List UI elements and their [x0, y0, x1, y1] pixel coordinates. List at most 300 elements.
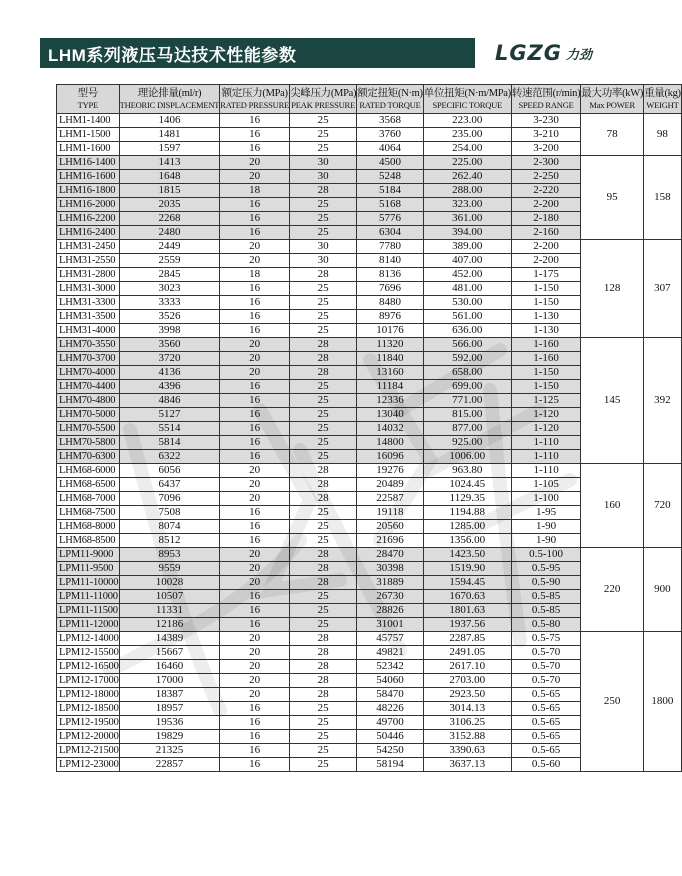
model-cell: LHM68-7500 — [57, 506, 120, 520]
table-cell: 28 — [290, 632, 357, 646]
table-cell: 9559 — [119, 562, 220, 576]
model-cell: LHM70-5000 — [57, 408, 120, 422]
table-cell: 6056 — [119, 464, 220, 478]
table-cell: 25 — [290, 506, 357, 520]
table-body — [57, 114, 682, 772]
table-cell: 22857 — [119, 758, 220, 772]
table-cell: 20 — [220, 366, 290, 380]
weight-cell: 158 — [644, 156, 682, 240]
table-cell: 2449 — [119, 240, 220, 254]
table-cell: 25 — [290, 744, 357, 758]
table-cell: 30 — [290, 254, 357, 268]
model-cell: LPM12-18500 — [57, 702, 120, 716]
column-header — [220, 85, 290, 114]
table-cell: 16 — [220, 758, 290, 772]
table-cell: 1-175 — [511, 268, 580, 282]
table-cell: 2-220 — [511, 184, 580, 198]
table-cell: 25 — [290, 716, 357, 730]
table-cell: 5248 — [357, 170, 424, 184]
model-cell: LHM70-4400 — [57, 380, 120, 394]
table-cell: 18 — [220, 268, 290, 282]
table-row — [57, 548, 682, 562]
weight-cell: 1800 — [644, 632, 682, 772]
column-header-zh: 额定扭矩(N·m) — [357, 88, 423, 99]
table-cell: 58470 — [357, 688, 424, 702]
column-header — [290, 85, 357, 114]
table-cell: 20 — [220, 170, 290, 184]
table-cell: 28 — [290, 548, 357, 562]
table-cell: 658.00 — [423, 366, 511, 380]
table-cell: 25 — [290, 394, 357, 408]
table-cell: 7096 — [119, 492, 220, 506]
table-cell: 530.00 — [423, 296, 511, 310]
column-header-zh: 最大功率(kW) — [581, 88, 644, 99]
model-cell: LPM12-14000 — [57, 632, 120, 646]
table-cell: 28 — [290, 478, 357, 492]
table-cell: 31001 — [357, 618, 424, 632]
table-cell: 13040 — [357, 408, 424, 422]
table-cell: 25 — [290, 324, 357, 338]
table-cell: 7780 — [357, 240, 424, 254]
column-header-zh: 理论排量(ml/r) — [137, 88, 202, 99]
table-row — [57, 338, 682, 352]
logo-subtext: 力劲 — [566, 47, 593, 63]
table-cell: 16 — [220, 142, 290, 156]
table-cell: 2268 — [119, 212, 220, 226]
table-cell: 394.00 — [423, 226, 511, 240]
table-cell: 5514 — [119, 422, 220, 436]
table-cell: 10507 — [119, 590, 220, 604]
table-cell: 1481 — [119, 128, 220, 142]
table-cell: 14389 — [119, 632, 220, 646]
table-cell: 0.5-60 — [511, 758, 580, 772]
table-cell: 3-210 — [511, 128, 580, 142]
table-cell: 20 — [220, 478, 290, 492]
column-header-zh: 额定压力(MPa) — [221, 88, 288, 99]
table-header-row — [57, 85, 682, 114]
model-cell: LHM31-4000 — [57, 324, 120, 338]
model-cell: LPM12-18000 — [57, 688, 120, 702]
table-cell: 3560 — [119, 338, 220, 352]
table-cell: 2-200 — [511, 240, 580, 254]
table-cell: 16 — [220, 730, 290, 744]
model-cell: LHM68-6500 — [57, 478, 120, 492]
model-cell: LHM68-6000 — [57, 464, 120, 478]
model-cell: LPM11-12000 — [57, 618, 120, 632]
table-cell: 5814 — [119, 436, 220, 450]
table-cell: 18387 — [119, 688, 220, 702]
table-cell: 20 — [220, 240, 290, 254]
table-cell: 481.00 — [423, 282, 511, 296]
table-cell: 2-200 — [511, 254, 580, 268]
table-cell: 16 — [220, 212, 290, 226]
table-cell: 25 — [290, 380, 357, 394]
column-header-zh: 尖峰压力(MPa) — [290, 88, 357, 99]
table-row — [57, 632, 682, 646]
table-cell: 288.00 — [423, 184, 511, 198]
table-cell: 0.5-85 — [511, 604, 580, 618]
table-cell: 0.5-70 — [511, 660, 580, 674]
model-cell: LHM70-6300 — [57, 450, 120, 464]
table-cell: 4064 — [357, 142, 424, 156]
table-cell: 2287.85 — [423, 632, 511, 646]
table-cell: 877.00 — [423, 422, 511, 436]
table-cell: 3-200 — [511, 142, 580, 156]
table-cell: 7696 — [357, 282, 424, 296]
table-cell: 0.5-65 — [511, 716, 580, 730]
column-header-en: RATED TORQUE — [359, 100, 421, 110]
table-cell: 361.00 — [423, 212, 511, 226]
table-cell: 6322 — [119, 450, 220, 464]
max-power-cell: 128 — [581, 240, 644, 338]
table-cell: 19276 — [357, 464, 424, 478]
table-cell: 15667 — [119, 646, 220, 660]
table-cell: 1-120 — [511, 422, 580, 436]
table-cell: 1-150 — [511, 296, 580, 310]
table-cell: 1-120 — [511, 408, 580, 422]
model-cell: LHM68-8500 — [57, 534, 120, 548]
table-row — [57, 240, 682, 254]
model-cell: LPM11-9500 — [57, 562, 120, 576]
table-cell: 16 — [220, 282, 290, 296]
column-header — [511, 85, 580, 114]
table-cell: 20 — [220, 562, 290, 576]
table-cell: 16 — [220, 520, 290, 534]
table-cell: 7508 — [119, 506, 220, 520]
table-cell: 16 — [220, 702, 290, 716]
table-cell: 963.80 — [423, 464, 511, 478]
table-cell: 12336 — [357, 394, 424, 408]
table-cell: 2-180 — [511, 212, 580, 226]
model-cell: LPM12-17000 — [57, 674, 120, 688]
table-cell: 16 — [220, 310, 290, 324]
table-cell: 28 — [290, 268, 357, 282]
table-cell: 25 — [290, 128, 357, 142]
model-cell: LHM31-2550 — [57, 254, 120, 268]
column-header — [57, 85, 120, 114]
table-cell: 1356.00 — [423, 534, 511, 548]
model-cell: LHM16-1600 — [57, 170, 120, 184]
table-cell: 1-105 — [511, 478, 580, 492]
table-cell: 1-95 — [511, 506, 580, 520]
table-cell: 30 — [290, 240, 357, 254]
table-cell: 19829 — [119, 730, 220, 744]
table-cell: 17000 — [119, 674, 220, 688]
table-cell: 45757 — [357, 632, 424, 646]
model-cell: LHM68-8000 — [57, 520, 120, 534]
table-cell: 16096 — [357, 450, 424, 464]
column-header-en: SPEED RANGE — [518, 100, 574, 110]
table-cell: 1413 — [119, 156, 220, 170]
column-header-zh: 转速范围(r/min) — [511, 88, 581, 99]
table-cell: 25 — [290, 296, 357, 310]
table-cell: 20489 — [357, 478, 424, 492]
table-cell: 1648 — [119, 170, 220, 184]
table-cell: 11331 — [119, 604, 220, 618]
weight-cell: 900 — [644, 548, 682, 632]
column-header-zh: 单位扭矩(N·m/MPa) — [423, 88, 511, 99]
table-cell: 0.5-80 — [511, 618, 580, 632]
column-header-zh: 型号 — [77, 88, 99, 99]
table-cell: 407.00 — [423, 254, 511, 268]
table-cell: 49700 — [357, 716, 424, 730]
table-cell: 25 — [290, 450, 357, 464]
table-cell: 925.00 — [423, 436, 511, 450]
table-cell: 28 — [290, 464, 357, 478]
column-header — [119, 85, 220, 114]
table-cell: 31889 — [357, 576, 424, 590]
table-cell: 54250 — [357, 744, 424, 758]
table-cell: 18957 — [119, 702, 220, 716]
table-cell: 20 — [220, 548, 290, 562]
model-cell: LHM1-1600 — [57, 142, 120, 156]
table-cell: 25 — [290, 436, 357, 450]
table-cell: 25 — [290, 534, 357, 548]
table-cell: 20560 — [357, 520, 424, 534]
table-cell: 48226 — [357, 702, 424, 716]
table-cell: 26730 — [357, 590, 424, 604]
table-cell: 16 — [220, 590, 290, 604]
max-power-cell: 145 — [581, 338, 644, 464]
model-cell: LHM31-2800 — [57, 268, 120, 282]
table-cell: 2035 — [119, 198, 220, 212]
column-header-en: THEORIC DISPLACEMENT — [119, 100, 220, 110]
table-cell: 28 — [290, 576, 357, 590]
table-cell: 0.5-90 — [511, 576, 580, 590]
table-cell: 223.00 — [423, 114, 511, 128]
table-cell: 3568 — [357, 114, 424, 128]
table-cell: 1-160 — [511, 338, 580, 352]
table-cell: 16 — [220, 744, 290, 758]
model-cell: LHM70-3700 — [57, 352, 120, 366]
model-cell: LPM12-21500 — [57, 744, 120, 758]
table-cell: 5776 — [357, 212, 424, 226]
table-cell: 11184 — [357, 380, 424, 394]
table-cell: 771.00 — [423, 394, 511, 408]
table-cell: 16 — [220, 128, 290, 142]
model-cell: LHM31-3300 — [57, 296, 120, 310]
table-cell: 28 — [290, 688, 357, 702]
model-cell: LPM11-11000 — [57, 590, 120, 604]
table-cell: 8976 — [357, 310, 424, 324]
table-cell: 1285.00 — [423, 520, 511, 534]
table-cell: 4846 — [119, 394, 220, 408]
table-cell: 20 — [220, 254, 290, 268]
model-cell: LHM31-2450 — [57, 240, 120, 254]
table-cell: 1519.90 — [423, 562, 511, 576]
table-row — [57, 464, 682, 478]
table-cell: 25 — [290, 408, 357, 422]
table-row — [57, 156, 682, 170]
table-cell: 28 — [290, 562, 357, 576]
table-cell: 25 — [290, 310, 357, 324]
table-cell: 2-160 — [511, 226, 580, 240]
model-cell: LHM31-3000 — [57, 282, 120, 296]
table-cell: 6304 — [357, 226, 424, 240]
column-header-en: TYPE — [77, 100, 99, 110]
table-cell: 16 — [220, 408, 290, 422]
table-cell: 3526 — [119, 310, 220, 324]
table-cell: 25 — [290, 758, 357, 772]
table-cell: 20 — [220, 632, 290, 646]
table-cell: 8140 — [357, 254, 424, 268]
table-cell: 10176 — [357, 324, 424, 338]
table-cell: 16 — [220, 534, 290, 548]
table-cell: 1-125 — [511, 394, 580, 408]
table-cell: 16 — [220, 436, 290, 450]
table-cell: 28 — [290, 184, 357, 198]
model-cell: LPM11-9000 — [57, 548, 120, 562]
table-cell: 1006.00 — [423, 450, 511, 464]
column-header — [581, 85, 644, 114]
table-cell: 28 — [290, 674, 357, 688]
table-cell: 16 — [220, 422, 290, 436]
table-cell: 4500 — [357, 156, 424, 170]
table-cell: 0.5-75 — [511, 632, 580, 646]
table-cell: 452.00 — [423, 268, 511, 282]
table-cell: 1024.45 — [423, 478, 511, 492]
table-cell: 16 — [220, 604, 290, 618]
max-power-cell: 160 — [581, 464, 644, 548]
table-cell: 49821 — [357, 646, 424, 660]
table-cell: 0.5-65 — [511, 744, 580, 758]
table-cell: 2491.05 — [423, 646, 511, 660]
table-cell: 25 — [290, 618, 357, 632]
table-cell: 20 — [220, 688, 290, 702]
table-cell: 2559 — [119, 254, 220, 268]
table-cell: 28 — [290, 660, 357, 674]
table-cell: 16 — [220, 198, 290, 212]
column-header-en: SPECIFIC TORQUE — [432, 100, 503, 110]
weight-cell: 98 — [644, 114, 682, 156]
table-row — [57, 114, 682, 128]
table-cell: 16 — [220, 226, 290, 240]
table-cell: 25 — [290, 198, 357, 212]
model-cell: LHM1-1500 — [57, 128, 120, 142]
column-header — [644, 85, 682, 114]
table-cell: 19536 — [119, 716, 220, 730]
table-cell: 28 — [290, 352, 357, 366]
max-power-cell: 95 — [581, 156, 644, 240]
model-cell: LPM11-11500 — [57, 604, 120, 618]
model-cell: LHM31-3500 — [57, 310, 120, 324]
table-cell: 2-200 — [511, 198, 580, 212]
page-title: LHM系列液压马达技术性能参数 — [48, 45, 297, 65]
table-cell: 25 — [290, 520, 357, 534]
table-cell: 323.00 — [423, 198, 511, 212]
table-cell: 8953 — [119, 548, 220, 562]
table-cell: 1597 — [119, 142, 220, 156]
table-cell: 8512 — [119, 534, 220, 548]
max-power-cell: 250 — [581, 632, 644, 772]
table-cell: 22587 — [357, 492, 424, 506]
table-cell: 4136 — [119, 366, 220, 380]
table-cell: 2845 — [119, 268, 220, 282]
table-cell: 2-250 — [511, 170, 580, 184]
table-cell: 3152.88 — [423, 730, 511, 744]
table-cell: 1-110 — [511, 436, 580, 450]
logo-text: LGZG — [494, 41, 563, 65]
model-cell: LHM16-2400 — [57, 226, 120, 240]
spec-table-container — [56, 84, 682, 772]
table-cell: 1-110 — [511, 464, 580, 478]
table-cell: 0.5-65 — [511, 688, 580, 702]
table-cell: 10028 — [119, 576, 220, 590]
table-cell: 2703.00 — [423, 674, 511, 688]
table-cell: 16 — [220, 324, 290, 338]
table-cell: 16 — [220, 716, 290, 730]
table-cell: 0.5-65 — [511, 702, 580, 716]
table-cell: 14800 — [357, 436, 424, 450]
table-cell: 28 — [290, 646, 357, 660]
table-cell: 225.00 — [423, 156, 511, 170]
table-cell: 25 — [290, 142, 357, 156]
table-cell: 8074 — [119, 520, 220, 534]
table-cell: 5127 — [119, 408, 220, 422]
table-cell: 25 — [290, 114, 357, 128]
table-cell: 16 — [220, 506, 290, 520]
table-cell: 21325 — [119, 744, 220, 758]
table-cell: 58194 — [357, 758, 424, 772]
table-cell: 20 — [220, 464, 290, 478]
table-cell: 25 — [290, 212, 357, 226]
model-cell: LHM16-2200 — [57, 212, 120, 226]
table-cell: 0.5-85 — [511, 590, 580, 604]
table-cell: 20 — [220, 352, 290, 366]
spec-table — [56, 84, 682, 772]
table-cell: 12186 — [119, 618, 220, 632]
table-cell: 1423.50 — [423, 548, 511, 562]
table-cell: 1-130 — [511, 324, 580, 338]
table-cell: 1-160 — [511, 352, 580, 366]
table-cell: 21696 — [357, 534, 424, 548]
table-cell: 25 — [290, 604, 357, 618]
table-cell: 1-130 — [511, 310, 580, 324]
table-cell: 50446 — [357, 730, 424, 744]
table-cell: 592.00 — [423, 352, 511, 366]
table-cell: 1-90 — [511, 534, 580, 548]
table-cell: 0.5-70 — [511, 674, 580, 688]
table-cell: 262.40 — [423, 170, 511, 184]
table-cell: 3390.63 — [423, 744, 511, 758]
model-cell: LHM70-5800 — [57, 436, 120, 450]
table-cell: 1670.63 — [423, 590, 511, 604]
table-cell: 254.00 — [423, 142, 511, 156]
model-cell: LPM12-19500 — [57, 716, 120, 730]
table-cell: 52342 — [357, 660, 424, 674]
table-cell: 11320 — [357, 338, 424, 352]
table-cell: 28826 — [357, 604, 424, 618]
table-cell: 0.5-70 — [511, 646, 580, 660]
table-cell: 28 — [290, 366, 357, 380]
table-cell: 1801.63 — [423, 604, 511, 618]
table-cell: 1-100 — [511, 492, 580, 506]
table-cell: 3760 — [357, 128, 424, 142]
table-cell: 25 — [290, 282, 357, 296]
table-cell: 20 — [220, 660, 290, 674]
table-cell: 18 — [220, 184, 290, 198]
table-cell: 25 — [290, 226, 357, 240]
table-cell: 3106.25 — [423, 716, 511, 730]
weight-cell: 307 — [644, 240, 682, 338]
model-cell: LPM12-16500 — [57, 660, 120, 674]
table-cell: 16 — [220, 450, 290, 464]
model-cell: LPM11-10000 — [57, 576, 120, 590]
table-cell: 3720 — [119, 352, 220, 366]
table-cell: 20 — [220, 576, 290, 590]
max-power-cell: 78 — [581, 114, 644, 156]
model-cell: LHM68-7000 — [57, 492, 120, 506]
